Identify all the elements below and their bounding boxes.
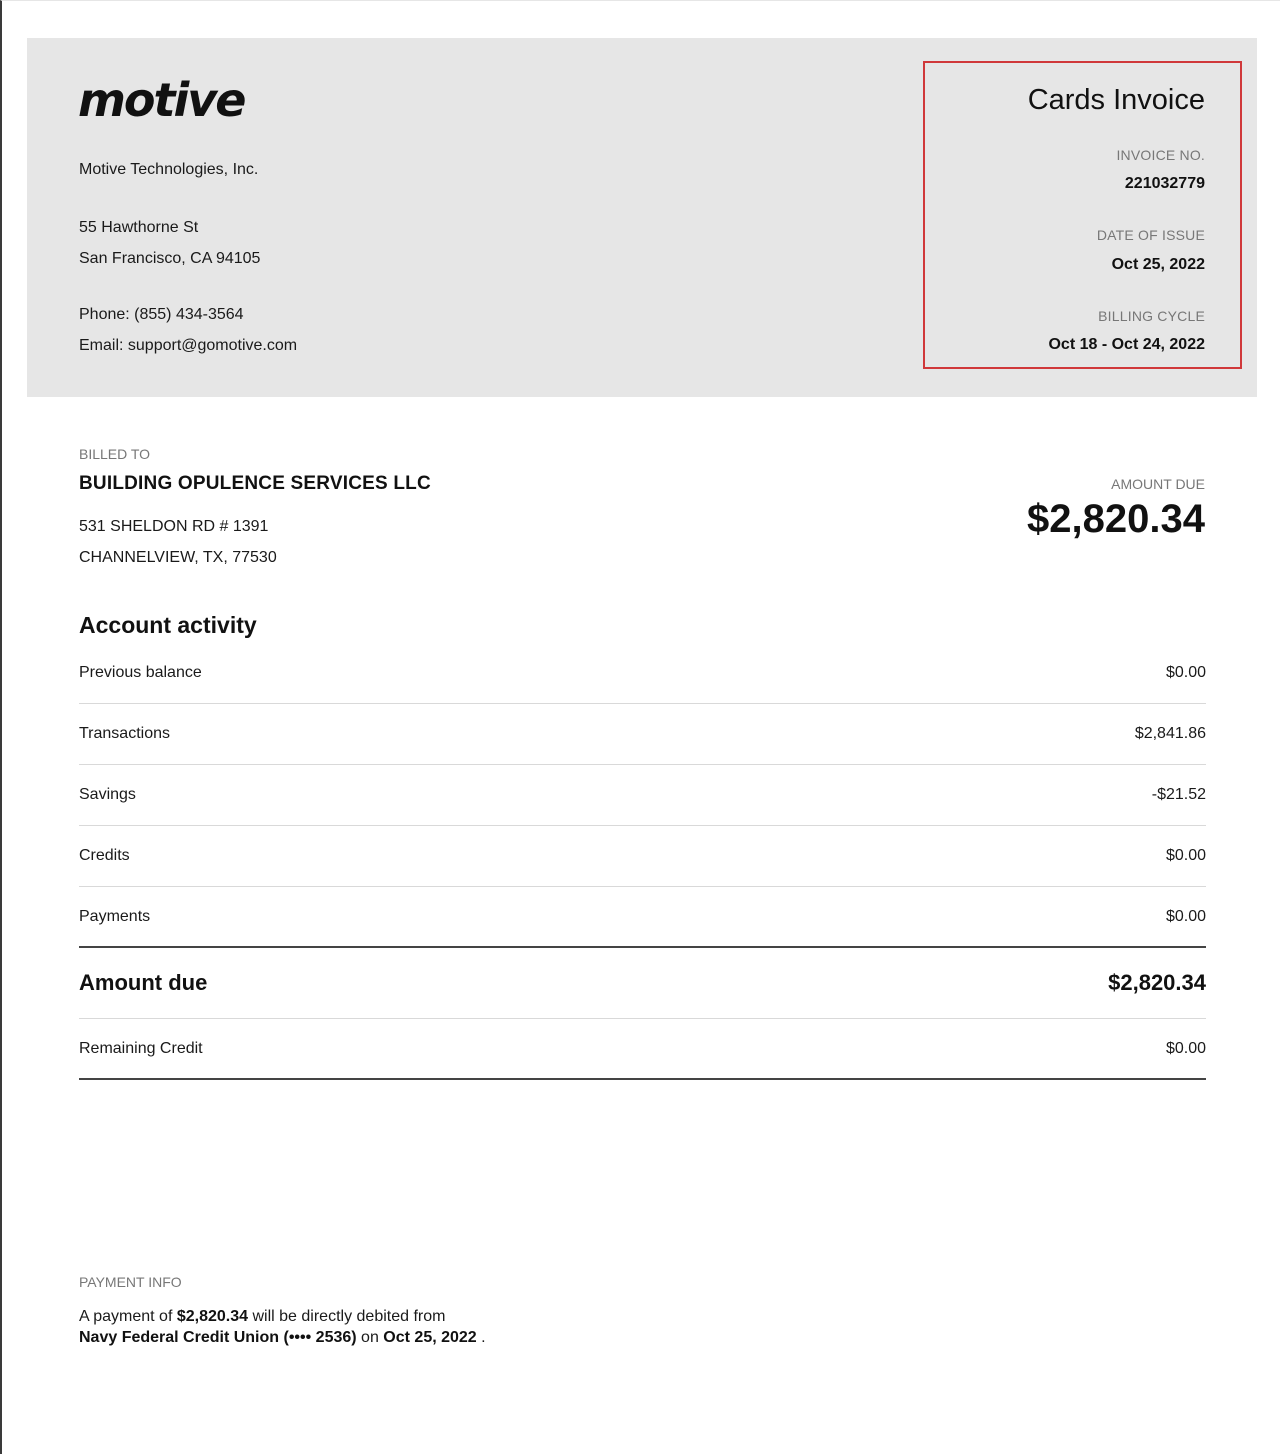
payment-info-line1	[79, 1307, 445, 1327]
invoice-number: 221032779	[1124, 175, 1205, 192]
remaining-credit-value: $0.00	[1165, 1039, 1206, 1057]
billed-to-label: BILLED TO	[79, 446, 151, 462]
activity-row-label: Savings	[79, 786, 136, 803]
payment-info-bank: Navy Federal Credit Union (•••• 2536)	[79, 1329, 357, 1346]
activity-row-value: $0.00	[1165, 847, 1206, 864]
activity-row	[79, 643, 1206, 704]
amount-due-value: $2,820.34	[1027, 497, 1205, 541]
account-activity-title: Account activity	[79, 612, 257, 638]
payment-info-date: Oct 25, 2022	[383, 1329, 477, 1346]
date-of-issue: Oct 25, 2022	[1111, 256, 1205, 273]
activity-row-label: Transactions	[79, 725, 170, 742]
remaining-credit-row	[79, 1019, 1206, 1080]
billed-to-name: BUILDING OPULENCE SERVICES LLC	[79, 473, 431, 494]
activity-row	[79, 765, 1206, 826]
invoice-number-label: INVOICE NO.	[1116, 147, 1205, 163]
payment-info-prefix: A payment of	[79, 1308, 173, 1325]
activity-row-label: Credits	[79, 847, 130, 864]
date-of-issue-label: DATE OF ISSUE	[1096, 227, 1205, 243]
activity-row-value: $0.00	[1165, 907, 1206, 925]
company-address-line2: San Francisco, CA 94105	[79, 250, 261, 267]
amount-due-total-value: $2,820.34	[1108, 970, 1206, 995]
company-address-line1: 55 Hawthorne St	[79, 219, 199, 236]
payment-info-suffix: .	[481, 1329, 486, 1346]
company-phone: Phone: (855) 434-3564	[79, 306, 244, 323]
billed-to-address-line1: 531 SHELDON RD # 1391	[79, 518, 269, 535]
remaining-credit-label: Remaining Credit	[79, 1039, 203, 1057]
activity-row-label: Payments	[79, 907, 151, 925]
activity-row-value: -$21.52	[1151, 786, 1206, 803]
activity-row-value: $0.00	[1165, 664, 1206, 681]
billed-to-address-line2: CHANNELVIEW, TX, 77530	[79, 549, 277, 566]
amount-due-total-label: Amount due	[79, 970, 208, 995]
billing-cycle: Oct 18 - Oct 24, 2022	[1048, 336, 1205, 353]
account-activity-table	[79, 643, 1206, 1080]
activity-row-value: $2,841.86	[1134, 725, 1206, 742]
company-email: Email: support@gomotive.com	[79, 337, 298, 354]
activity-row	[79, 826, 1206, 887]
payment-info-line2	[79, 1328, 486, 1348]
company-name: Motive Technologies, Inc.	[79, 161, 259, 178]
motive-logo: motive	[78, 73, 245, 127]
payment-info-on: on	[361, 1329, 379, 1346]
payment-info-amount: $2,820.34	[176, 1308, 249, 1325]
amount-due-total-row	[79, 948, 1206, 1019]
invoice-title: Cards Invoice	[1027, 84, 1205, 116]
activity-row-label: Previous balance	[79, 664, 202, 681]
activity-row	[79, 887, 1206, 948]
payment-info-middle: will be directly debited from	[252, 1308, 446, 1325]
payment-info-label: PAYMENT INFO	[79, 1274, 182, 1290]
activity-row	[79, 704, 1206, 765]
amount-due-label: AMOUNT DUE	[1111, 476, 1205, 492]
billing-cycle-label: BILLING CYCLE	[1098, 308, 1205, 324]
